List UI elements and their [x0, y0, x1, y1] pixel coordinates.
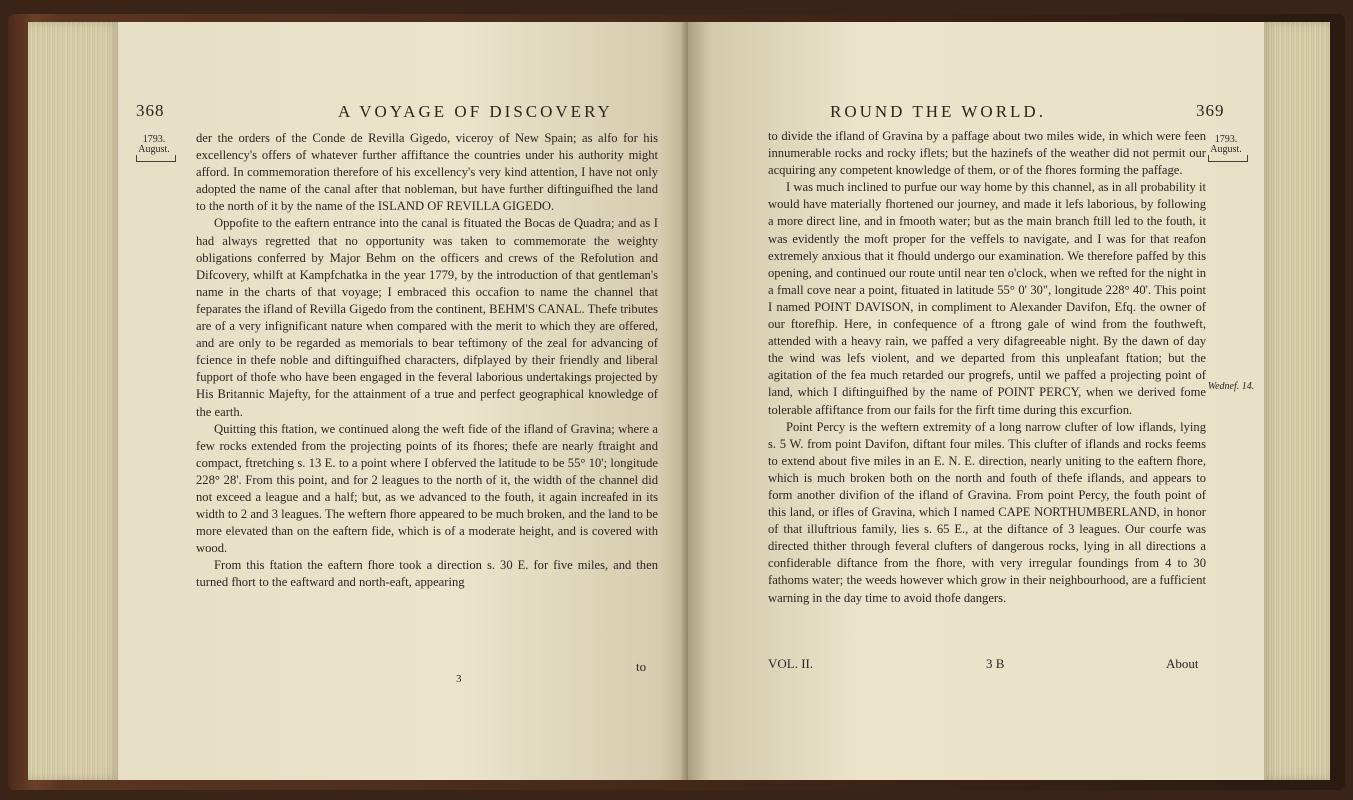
left-paragraph-4: From this ftation the eaftern fhore took a direction s. 30 E. for five miles, and then turned fhort to the eaftward and north-eaft, appearing [196, 558, 658, 590]
right-running-head: ROUND THE WORLD. [830, 102, 1046, 121]
right-page [688, 22, 1264, 780]
right-body-text [768, 128, 1206, 607]
left-margin-year: 1793. [142, 134, 166, 145]
right-margin-brace [1208, 155, 1248, 162]
left-paragraph-3: Quitting this ftation, we continued along the weft fide of the ifland of Gravina; where a few rocks extended from the projecting points of its fhores; thefe are nearly ftraight and compact, ftretching s. 13 E. to a point where I obferved the latitude to be 55° 10'; longitude 228° 28'. From this point, and for 2 leagues to the north of it, the width of the channel did not exceed a league and a half; but, as we advanced to the fouth, it again increafed in its width to 2 and 3 leagues. The weftern fhore appeared to be much broken, and the land to be more elevated than on the eaftern fide, which is of a moderate height, and is covered with wood. [196, 421, 658, 556]
right-margin-month: August. [1210, 144, 1242, 155]
left-margin-month: August. [138, 144, 170, 155]
left-margin-date [136, 135, 172, 155]
left-signature: 3 [456, 673, 462, 685]
left-running-head: A VOYAGE OF DISCOVERY [338, 102, 613, 121]
left-margin-brace [136, 155, 176, 162]
right-paragraph-3: Point Percy is the weftern extremity of a long narrow clufter of low iflands, lying s. 5 W. from point Davifon, diftant four miles. This clufter of iflands and rocks feems to extend about five miles in an E. N. E. direction, nearly uniting to the eaftern fhore, which is much broken both on the north and fouth of thefe iflands, and appears to form another divifion of the ifland of Gravina. From point Percy, the fouth point of this land, or ifles of Gravina, which I named CAPE NORTHUMBERLAND, in honor of that illuftrious family, lies s. 65 E., at the diftance of 3 leagues. Our courfe was directed thither through feveral clufters of dangerous rocks, lying in all directions a confiderable diftance from the fhore, with very irregular foundings from 4 to 30 fathoms water; the weeds however which grow in their neighbourhood, are a fufficient warning in the day time to avoid thofe dangers. [768, 419, 1206, 605]
left-paragraph-2: Oppofite to the eaftern entrance into the canal is fituated the Bocas de Quadra; and as I had always regretted that no opportunity was taken to commemorate the weighty obligations conferred by Major Behm on the officers and crews of the Refolution and Difcovery, whilft at Kampfchatka in the year 1779, by the introduction of that gentleman's name in the charts of that voyage; I embraced this occafion to name the channel that feparates the ifland of Revilla Gigedo from the continent, BEHM'S CANAL. Thefe tributes are of a very infignificant nature when compared with the merit to which they are offered, and are only to be regarded as memorials to bear teftimony of the zeal for advancing of fcience in thefe noble and diftinguifhed characters, difplayed by their friendly and liberal fupport of thofe who have been engaged in the feveral laborious undertakings projected by His Britannic Majefty, for the attainment of a true and perfect geographical knowledge of the earth. [196, 216, 658, 419]
left-body-text [196, 130, 658, 592]
right-margin-day: Wednef. 14. [1207, 381, 1255, 392]
right-margin-date [1208, 135, 1244, 155]
right-page-edges [1262, 22, 1330, 780]
right-margin-year: 1793. [1214, 134, 1238, 145]
footer-signature: 3 B [986, 656, 1005, 671]
left-page-edges [28, 22, 120, 780]
right-paragraph-1: to divide the ifland of Gravina by a paffage about two miles wide, in which were feen innumerable rocks and rocky iflets; but the hazinefs of the weather did not permit our acquiring any competent knowledge of them, or of the fhores forming the paffage. [768, 129, 1206, 178]
left-page-number: 368 [136, 101, 165, 120]
footer-volume: VOL. II. [768, 656, 814, 671]
right-page-number: 369 [1196, 101, 1225, 120]
right-catchword: About [1166, 656, 1199, 671]
left-page [118, 22, 688, 780]
left-paragraph-1: der the orders of the Conde de Revilla Gigedo, viceroy of New Spain; as alfo for his excellency's offers of whatever further affiftance the countries under his authority might afford. In commemoration therefore of his excellency's very kind attention, I have not only adopted the name of the canal after that nobleman, but have further diftinguifhed the land to the north of it by the name of the ISLAND OF REVILLA GIGEDO. [196, 131, 658, 214]
left-catchword: to [636, 659, 647, 674]
right-paragraph-2: I was much inclined to purfue our way home by this channel, as in all probability it would have materially fhortened our journey, and made it lefs laborious, by following a more direct line, and in fmooth water; but as the main branch ftill led to the fouth, it was evidently the moft proper for the veffels to navigate, and I was for that reafon extremely anxious that it fhould undergo our examination. We therefore paffed by this opening, and continued our route until near ten o'clock, when we refted for the night in a fmall cove near a point, fituated in latitude 55° 0' 30", longitude 228° 40'. This point I named POINT DAVISON, in compliment to Alexander Davifon, Efq. the owner of our ftorefhip. Here, in confequence of a ftrong gale of wind from the fouthweft, attended with a heavy rain, we paffed a very difagreeable night. By the dawn of day the wind was lefs violent, and we departed from this unpleafant ftation; but the agitation of the fea much retarded our progrefs, until we paffed a projecting point of land, which I diftinguifhed by the name of POINT PERCY, when we derived fome tolerable affiftance from our fails for the firft time during this excurfion. [768, 180, 1206, 417]
